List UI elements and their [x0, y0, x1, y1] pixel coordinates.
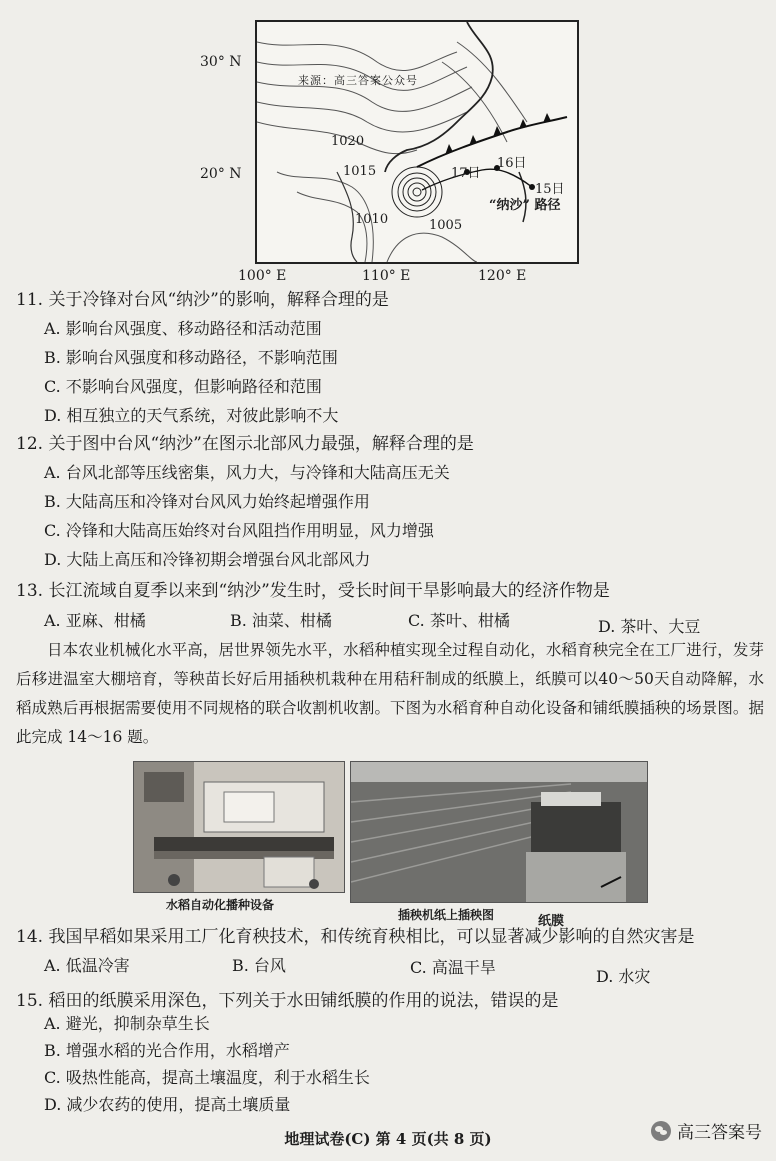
typhoon-map	[200, 6, 580, 290]
label-paper-film: 纸膜	[538, 914, 565, 929]
map-frame	[255, 20, 579, 264]
caption-transplanting: 插秧机纸上插秧图	[398, 908, 495, 922]
question-11-option-c: C. 不影响台风强度，但影响路径和范围	[44, 377, 322, 396]
day-label-17: 17日	[451, 166, 481, 181]
question-13-option-b: B. 油菜、柑橘	[230, 611, 332, 630]
material-passage	[16, 636, 764, 752]
question-15-stem: 15. 稻田的纸膜采用深色，下列关于水田铺纸膜的作用的说法，错误的是	[16, 991, 559, 1011]
watermark-text: 高三答案号	[677, 1123, 762, 1143]
question-14-option-d: D. 水灾	[596, 967, 651, 986]
passage-text: 日本农业机械化水平高，居世界领先水平，水稻种植实现全过程自动化，水稻育秧完全在工厂进行，发芽后移进温室大棚培育，等秧苗长好后用插秧机栽种在用秸秆制成的纸膜上，纸膜可以40～50天自动降解，水稻成熟后再根据需要使用不同规格的联合收割机收割。下图为水稻育种自动化设备和铺纸膜插秧的场景图。据此完成 14～16 题。	[16, 641, 764, 746]
question-14-stem: 14. 我国早稻如果采用工厂化育秧技术，和传统育秧相比，可以显著减少影响的自然灾害是	[16, 927, 695, 947]
lat-label-30: 30° N	[200, 54, 242, 70]
question-15-option-d: D. 减少农药的使用，提高土壤质量	[44, 1095, 291, 1114]
caption-seeding-equipment: 水稻自动化播种设备	[166, 898, 275, 912]
question-15-option-c: C. 吸热性能高，提高土壤温度，利于水稻生长	[44, 1068, 370, 1087]
question-12-option-a: A. 台风北部等压线密集，风力大，与冷锋和大陆高压无关	[44, 463, 450, 482]
question-11-option-a: A. 影响台风强度、移动路径和活动范围	[44, 319, 322, 338]
question-11-stem: 11. 关于冷锋对台风“纳沙”的影响，解释合理的是	[16, 290, 389, 310]
question-12-option-d: D. 大陆上高压和冷锋初期会增强台风北部风力	[44, 550, 371, 569]
photo-seeding-equipment	[133, 761, 345, 893]
day-label-16: 16日	[497, 156, 527, 171]
question-13-option-a: A. 亚麻、柑橘	[44, 611, 146, 630]
day-label-15: 15日	[535, 182, 565, 197]
photo-paper-film-transplanting	[350, 761, 648, 903]
question-15-option-b: B. 增强水稻的光合作用，水稻增产	[44, 1041, 290, 1060]
lon-label-110: 110° E	[362, 268, 411, 284]
lon-label-100: 100° E	[238, 268, 287, 284]
isobar-label-1010: 1010	[355, 212, 389, 227]
question-12-stem: 12. 关于图中台风“纳沙”在图示北部风力最强，解释合理的是	[16, 434, 474, 454]
page-footer: 地理试卷(C) 第 4 页(共 8 页)	[284, 1130, 492, 1148]
transplanting-illustration	[351, 762, 647, 902]
question-14-option-b: B. 台风	[232, 956, 286, 975]
typhoon-path-label: “纳沙” 路径	[489, 198, 561, 213]
question-13-option-c: C. 茶叶、柑橘	[408, 611, 510, 630]
question-11-option-d: D. 相互独立的天气系统，对彼此影响不大	[44, 406, 339, 425]
question-14-option-c: C. 高温干旱	[410, 958, 496, 977]
seeding-equipment-illustration	[134, 762, 344, 892]
lon-label-120: 120° E	[478, 268, 527, 284]
question-11-option-b: B. 影响台风强度和移动路径，不影响范围	[44, 348, 338, 367]
question-12-option-c: C. 冷锋和大陆高压始终对台风阻挡作用明显，风力增强	[44, 521, 434, 540]
question-13-stem: 13. 长江流域自夏季以来到“纳沙”发生时，受长时间干旱影响最大的经济作物是	[16, 581, 610, 601]
isobar-label-1005: 1005	[429, 218, 463, 233]
question-13-option-d: D. 茶叶、大豆	[598, 617, 701, 636]
wechat-icon	[651, 1121, 671, 1141]
watermark	[651, 1118, 762, 1143]
question-12-option-b: B. 大陆高压和冷锋对台风风力始终起增强作用	[44, 492, 370, 511]
isobar-label-1015: 1015	[343, 164, 377, 179]
question-14-option-a: A. 低温冷害	[44, 956, 130, 975]
isobar-label-1020: 1020	[331, 134, 365, 149]
question-15-option-a: A. 避光，抑制杂草生长	[44, 1014, 210, 1033]
lat-label-20: 20° N	[200, 166, 242, 182]
map-source-note: 来源：高三答案公众号	[298, 74, 418, 87]
map-drawing	[257, 22, 577, 262]
